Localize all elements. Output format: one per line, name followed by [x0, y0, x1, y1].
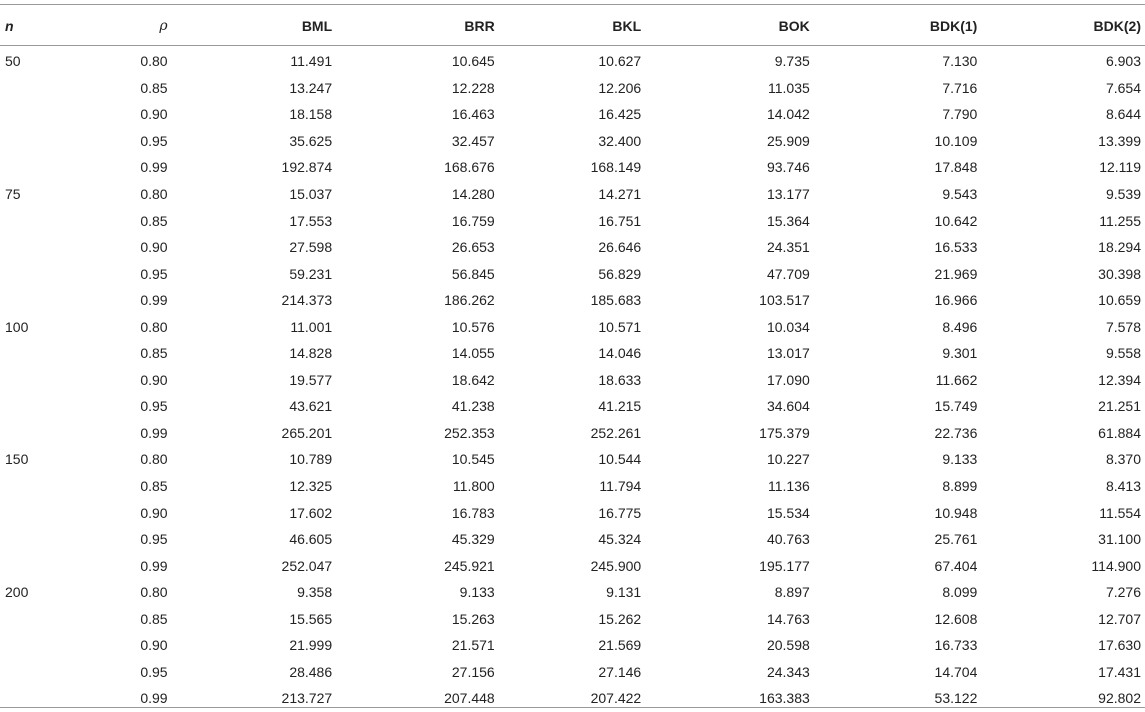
cell-bml: 18.158 [289, 106, 333, 123]
cell-bok: 47.709 [766, 265, 810, 282]
cell-bdk1: 8.496 [942, 318, 978, 335]
cell-bdk1: 9.301 [942, 345, 978, 362]
cell-bdk1: 9.543 [942, 186, 978, 202]
cell-rho: 0.90 [140, 371, 168, 388]
cell-bok: 11.035 [768, 79, 810, 96]
cell-n: 150 [5, 451, 29, 468]
table-row [0, 659, 1145, 686]
table-top-rule [0, 4, 1145, 5]
cell-bok: 17.090 [766, 371, 810, 388]
cell-bkl: 14.271 [598, 186, 642, 202]
cell-brr: 15.263 [451, 610, 495, 627]
cell-bdk2: 92.802 [1098, 690, 1141, 707]
cell-rho: 0.85 [140, 345, 168, 362]
cell-rho: 0.99 [140, 292, 168, 309]
cell-bdk2: 8.370 [1105, 451, 1141, 468]
cell-bkl: 26.646 [598, 239, 642, 256]
cell-n [0, 552, 105, 579]
table-row [0, 260, 1145, 287]
cell-brr: 11.800 [452, 478, 495, 495]
table-row [0, 75, 1145, 102]
cell-bkl: 41.215 [598, 398, 642, 415]
cell-bok: 195.177 [759, 557, 810, 574]
cell-n [0, 685, 105, 712]
cell-rho: 0.99 [140, 159, 168, 176]
cell-bdk2: 21.251 [1098, 398, 1141, 415]
cell-bok: 103.517 [759, 292, 810, 309]
cell-bkl: 21.569 [598, 637, 642, 654]
cell-bml: 19.577 [289, 371, 333, 388]
cell-bok: 8.897 [774, 584, 810, 601]
cell-brr: 245.921 [444, 557, 495, 574]
cell-bok: 13.017 [766, 345, 810, 362]
cell-brr: 41.238 [451, 398, 495, 415]
cell-bdk1: 15.749 [934, 398, 978, 415]
cell-bdk1: 7.716 [942, 79, 978, 96]
results-table [0, 8, 1145, 712]
cell-bok: 15.364 [766, 212, 810, 229]
cell-bdk1: 16.966 [934, 292, 978, 309]
cell-brr: 18.642 [451, 371, 495, 388]
cell-bok: 93.746 [766, 159, 810, 176]
cell-rho: 0.85 [140, 79, 168, 96]
header-bok: BOK [778, 18, 810, 34]
cell-rho: 0.95 [140, 531, 168, 548]
table-row [0, 393, 1145, 420]
cell-bdk2: 61.884 [1098, 424, 1141, 441]
table-row [0, 313, 1145, 340]
cell-bdk1: 16.733 [934, 637, 978, 654]
cell-bdk1: 67.404 [934, 557, 978, 574]
cell-bml: 15.037 [289, 186, 333, 202]
cell-brr: 21.571 [451, 637, 495, 654]
cell-rho: 0.90 [140, 239, 168, 256]
cell-rho: 0.99 [140, 690, 168, 707]
cell-n: 200 [5, 584, 29, 601]
table-row [0, 207, 1145, 234]
cell-bdk1: 22.736 [934, 424, 978, 441]
cell-bdk2: 114.900 [1091, 557, 1141, 574]
table-row [0, 234, 1145, 261]
cell-bdk2: 17.630 [1098, 637, 1141, 654]
cell-brr: 10.545 [451, 451, 495, 468]
cell-bdk2: 11.255 [1099, 212, 1141, 229]
cell-bkl: 15.262 [598, 610, 642, 627]
cell-bdk2: 31.100 [1098, 531, 1141, 548]
cell-bml: 21.999 [289, 637, 333, 654]
cell-n [0, 393, 105, 420]
cell-bkl: 11.794 [599, 478, 642, 495]
cell-rho: 0.95 [140, 132, 168, 149]
cell-bkl: 252.261 [590, 424, 642, 441]
cell-bkl: 207.422 [590, 690, 642, 707]
cell-n [0, 154, 105, 181]
cell-bml: 11.491 [290, 53, 333, 70]
cell-bkl: 16.775 [598, 504, 642, 521]
header-bml: BML [301, 18, 333, 34]
cell-bok: 10.034 [766, 318, 810, 335]
cell-rho: 0.90 [140, 106, 168, 123]
cell-bdk1: 7.130 [942, 53, 978, 70]
cell-bok: 10.227 [766, 451, 810, 468]
table-row [0, 685, 1145, 712]
cell-bok: 163.383 [759, 690, 810, 707]
cell-bdk1: 7.790 [942, 106, 978, 123]
cell-bml: 252.047 [281, 557, 333, 574]
cell-bdk2: 8.413 [1105, 478, 1141, 495]
table-row [0, 420, 1145, 447]
cell-bml: 17.553 [289, 212, 333, 229]
cell-bml: 265.201 [281, 424, 333, 441]
cell-bok: 14.042 [766, 106, 810, 123]
cell-bkl: 14.046 [598, 345, 642, 362]
cell-rho: 0.80 [140, 53, 168, 70]
cell-brr: 12.228 [451, 79, 495, 96]
cell-rho: 0.80 [140, 584, 168, 601]
cell-bkl: 10.571 [598, 318, 642, 335]
cell-rho: 0.85 [140, 610, 168, 627]
cell-bdk2: 11.554 [1099, 504, 1141, 521]
cell-rho: 0.90 [140, 504, 168, 521]
cell-rho: 0.80 [140, 318, 168, 335]
cell-bdk2: 13.399 [1098, 132, 1141, 149]
cell-bml: 43.621 [289, 398, 333, 415]
cell-bdk2: 10.659 [1098, 292, 1141, 309]
cell-bkl: 12.206 [598, 79, 642, 96]
cell-bdk1: 10.642 [934, 212, 978, 229]
table-row [0, 44, 1145, 75]
cell-bkl: 16.751 [598, 212, 642, 229]
cell-bok: 25.909 [766, 132, 810, 149]
cell-brr: 27.156 [451, 663, 495, 680]
cell-bok: 13.177 [766, 186, 810, 202]
cell-rho: 0.95 [140, 265, 168, 282]
cell-bkl: 245.900 [590, 557, 642, 574]
cell-bkl: 16.425 [598, 106, 642, 123]
cell-bkl: 27.146 [598, 663, 642, 680]
table-row [0, 446, 1145, 473]
cell-bdk2: 6.903 [1105, 53, 1141, 70]
header-bdk1: BDK(1) [929, 18, 978, 34]
cell-n [0, 101, 105, 128]
cell-brr: 252.353 [444, 424, 495, 441]
cell-bml: 27.598 [289, 239, 333, 256]
cell-bdk1: 53.122 [934, 690, 978, 707]
cell-bml: 13.247 [289, 79, 333, 96]
table-row [0, 632, 1145, 659]
cell-rho: 0.80 [140, 186, 168, 202]
cell-bdk1: 10.109 [934, 132, 978, 149]
cell-brr: 9.133 [459, 584, 495, 601]
header-n: n [5, 18, 14, 34]
cell-bok: 9.735 [774, 53, 810, 70]
cell-rho: 0.99 [140, 424, 168, 441]
cell-bdk2: 7.276 [1105, 584, 1141, 601]
cell-bdk2: 12.394 [1098, 371, 1141, 388]
cell-bdk2: 12.119 [1099, 159, 1141, 176]
cell-n [0, 632, 105, 659]
cell-brr: 14.055 [451, 345, 495, 362]
table-header-row [0, 8, 1145, 44]
cell-n [0, 659, 105, 686]
table-row [0, 473, 1145, 500]
cell-rho: 0.95 [140, 398, 168, 415]
header-bdk2: BDK(2) [1093, 18, 1141, 34]
cell-brr: 32.457 [451, 132, 495, 149]
cell-bdk1: 16.533 [934, 239, 978, 256]
cell-bdk2: 7.654 [1105, 79, 1141, 96]
cell-bkl: 168.149 [590, 159, 642, 176]
cell-n [0, 75, 105, 102]
table-row [0, 552, 1145, 579]
cell-bdk2: 17.431 [1098, 663, 1141, 680]
cell-bml: 213.727 [281, 690, 333, 707]
cell-brr: 10.576 [451, 318, 495, 335]
cell-brr: 207.448 [444, 690, 495, 707]
cell-bdk1: 11.662 [935, 371, 978, 388]
table-row [0, 340, 1145, 367]
header-bkl: BKL [612, 18, 642, 34]
table-row [0, 154, 1145, 181]
table-body [0, 44, 1145, 712]
cell-n: 50 [5, 53, 21, 70]
cell-bok: 24.351 [766, 239, 810, 256]
cell-n [0, 605, 105, 632]
cell-n: 100 [5, 318, 29, 335]
cell-bml: 192.874 [281, 159, 333, 176]
cell-bdk1: 12.608 [934, 610, 978, 627]
table-row [0, 287, 1145, 314]
cell-bok: 40.763 [766, 531, 810, 548]
cell-n [0, 367, 105, 394]
cell-n [0, 526, 105, 553]
table-row [0, 101, 1145, 128]
cell-brr: 16.783 [451, 504, 495, 521]
cell-n [0, 287, 105, 314]
cell-bok: 24.343 [766, 663, 810, 680]
cell-rho: 0.85 [140, 478, 168, 495]
cell-brr: 56.845 [451, 265, 495, 282]
cell-bml: 214.373 [281, 292, 333, 309]
cell-bdk1: 25.761 [934, 531, 978, 548]
cell-bdk2: 9.539 [1105, 186, 1141, 202]
table-row [0, 499, 1145, 526]
cell-bok: 14.763 [766, 610, 810, 627]
cell-rho: 0.95 [140, 663, 168, 680]
cell-bml: 17.602 [289, 504, 333, 521]
cell-bdk1: 21.969 [934, 265, 978, 282]
cell-bdk2: 9.558 [1105, 345, 1141, 362]
cell-bok: 11.136 [768, 478, 810, 495]
header-brr: BRR [464, 18, 495, 34]
cell-bml: 14.828 [289, 345, 333, 362]
cell-bdk2: 8.644 [1105, 106, 1141, 123]
cell-bml: 10.789 [289, 451, 333, 468]
cell-bok: 15.534 [766, 504, 810, 521]
table-row [0, 605, 1145, 632]
cell-brr: 26.653 [451, 239, 495, 256]
cell-bdk1: 8.099 [942, 584, 978, 601]
cell-bml: 59.231 [289, 265, 333, 282]
cell-bdk1: 10.948 [934, 504, 978, 521]
cell-bml: 46.605 [289, 531, 333, 548]
cell-rho: 0.90 [140, 637, 168, 654]
cell-n [0, 340, 105, 367]
table-row [0, 128, 1145, 155]
cell-bkl: 10.627 [598, 53, 642, 70]
table-row [0, 181, 1145, 208]
cell-n [0, 234, 105, 261]
cell-n [0, 207, 105, 234]
table-row [0, 367, 1145, 394]
cell-n [0, 260, 105, 287]
cell-bdk2: 7.578 [1105, 318, 1141, 335]
cell-brr: 16.463 [451, 106, 495, 123]
table-row [0, 579, 1145, 606]
cell-bdk1: 9.133 [942, 451, 978, 468]
cell-rho: 0.85 [140, 212, 168, 229]
cell-bdk1: 8.899 [942, 478, 978, 495]
cell-bkl: 56.829 [598, 265, 642, 282]
cell-bml: 12.325 [289, 478, 333, 495]
cell-bml: 11.001 [290, 318, 333, 335]
cell-brr: 45.329 [451, 531, 495, 548]
cell-bkl: 10.544 [598, 451, 642, 468]
cell-brr: 16.759 [451, 212, 495, 229]
cell-bml: 9.358 [297, 584, 333, 601]
cell-bdk2: 18.294 [1098, 239, 1141, 256]
cell-bdk2: 30.398 [1098, 265, 1141, 282]
cell-bml: 35.625 [289, 132, 333, 149]
cell-bok: 175.379 [759, 424, 810, 441]
cell-bkl: 18.633 [598, 371, 642, 388]
cell-bok: 20.598 [766, 637, 810, 654]
cell-bkl: 185.683 [590, 292, 642, 309]
cell-bkl: 32.400 [598, 132, 642, 149]
cell-brr: 14.280 [451, 186, 495, 202]
cell-bdk1: 17.848 [934, 159, 978, 176]
cell-rho: 0.80 [140, 451, 168, 468]
cell-rho: 0.99 [140, 557, 168, 574]
cell-n: 75 [5, 186, 21, 202]
cell-n [0, 420, 105, 447]
cell-bok: 34.604 [766, 398, 810, 415]
table-row [0, 526, 1145, 553]
cell-bdk2: 12.707 [1098, 610, 1141, 627]
cell-bdk1: 14.704 [934, 663, 978, 680]
cell-brr: 10.645 [451, 53, 495, 70]
cell-bml: 28.486 [289, 663, 333, 680]
cell-brr: 168.676 [444, 159, 495, 176]
cell-bml: 15.565 [289, 610, 333, 627]
cell-n [0, 128, 105, 155]
cell-brr: 186.262 [444, 292, 495, 309]
header-rho: ρ [159, 18, 168, 34]
cell-bkl: 9.131 [606, 584, 642, 601]
cell-bkl: 45.324 [598, 531, 642, 548]
cell-n [0, 499, 105, 526]
cell-n [0, 473, 105, 500]
